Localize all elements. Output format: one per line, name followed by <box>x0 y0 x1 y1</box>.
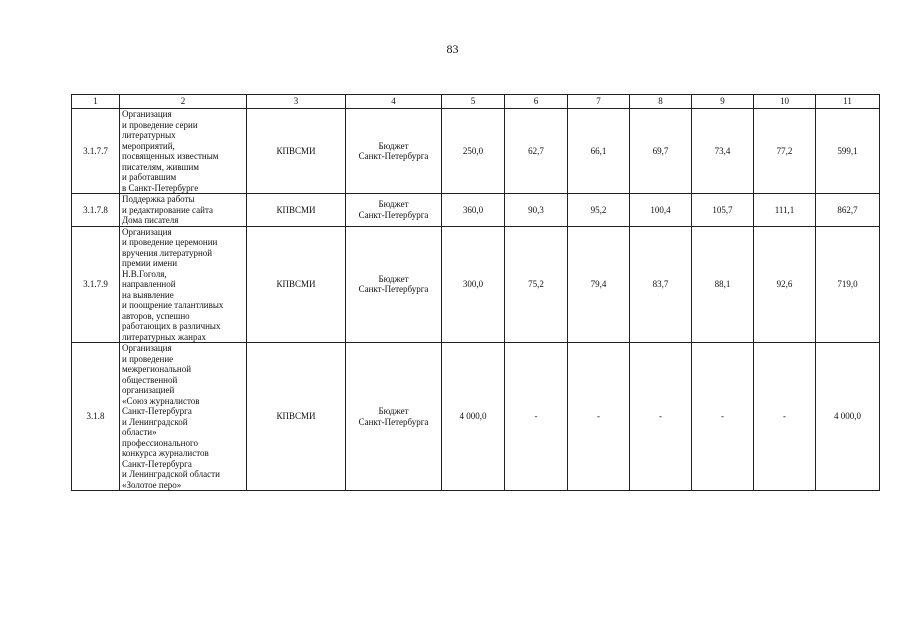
value-cell: 4 000,0 <box>816 343 880 491</box>
funding-source-cell <box>346 226 442 343</box>
executor-cell: КПВСМИ <box>247 194 346 227</box>
value-cell: 250,0 <box>442 109 505 194</box>
text-line: Бюджет <box>378 273 409 284</box>
item-name-cell <box>120 343 247 491</box>
value-cell: 90,3 <box>505 194 568 227</box>
column-header: 9 <box>692 95 754 109</box>
text-line: литературных <box>122 130 176 140</box>
value-cell: 75,2 <box>505 226 568 343</box>
item-code-cell: 3.1.8 <box>72 343 120 491</box>
text-line: Организация <box>122 226 172 237</box>
value-cell: 62,7 <box>505 109 568 194</box>
item-name-cell <box>120 194 247 227</box>
table-row <box>72 226 880 343</box>
text-line: и работавшим <box>122 172 177 182</box>
item-code-cell: 3.1.7.9 <box>72 226 120 343</box>
funding-source-cell <box>346 343 442 491</box>
text-line: и проведение серии <box>122 119 198 130</box>
text-line: и поощрение талантливых <box>122 300 224 310</box>
text-line: Санкт-Петербурга <box>358 416 429 427</box>
table-row <box>72 109 880 194</box>
column-header: 7 <box>568 95 630 109</box>
text-line: и Ленинградской области <box>122 469 220 479</box>
value-cell: 88,1 <box>692 226 754 343</box>
executor-cell: КПВСМИ <box>247 109 346 194</box>
executor-cell: КПВСМИ <box>247 343 346 491</box>
text-line: профессионального <box>122 437 198 448</box>
column-header: 11 <box>816 95 880 109</box>
text-line: Н.В.Гоголя, <box>122 268 167 279</box>
value-cell: 69,7 <box>630 109 692 194</box>
table-header-row <box>72 95 880 109</box>
value-cell: - <box>568 343 630 491</box>
column-header: 2 <box>120 95 247 109</box>
text-line: Поддержка работы <box>122 194 195 204</box>
value-cell: - <box>630 343 692 491</box>
value-cell: 66,1 <box>568 109 630 194</box>
column-header: 4 <box>346 95 442 109</box>
text-line: «Союз журналистов <box>122 395 200 406</box>
value-cell: 77,2 <box>754 109 816 194</box>
funding-source-cell <box>346 194 442 227</box>
column-header: 10 <box>754 95 816 109</box>
column-header: 3 <box>247 95 346 109</box>
value-cell: 360,0 <box>442 194 505 227</box>
text-line: на выявление <box>122 289 174 300</box>
table-row <box>72 194 880 227</box>
text-line: Дома писателя <box>122 215 179 225</box>
value-cell: 92,6 <box>754 226 816 343</box>
funding-source-cell <box>346 109 442 194</box>
text-line: межрегиональной <box>122 364 192 374</box>
value-cell: 300,0 <box>442 226 505 343</box>
text-line: конкурса журналистов <box>122 448 209 458</box>
text-line: Бюджет <box>378 140 409 151</box>
text-line: и Ленинградской <box>122 416 188 427</box>
value-cell: 95,2 <box>568 194 630 227</box>
text-line: и редактирование сайта <box>122 204 213 215</box>
page-number: 83 <box>446 42 459 56</box>
value-cell: 111,1 <box>754 194 816 227</box>
column-header: 1 <box>72 95 120 109</box>
table-row <box>72 343 880 491</box>
text-line: общественной <box>122 374 178 385</box>
value-cell: - <box>754 343 816 491</box>
text-line: авторов, успешно <box>122 310 190 321</box>
text-line: Санкт-Петербурга <box>358 209 429 220</box>
text-line: писателям, жившим <box>122 161 199 172</box>
column-header: 8 <box>630 95 692 109</box>
text-line: Санкт-Петербурга <box>358 151 429 161</box>
executor-cell: КПВСМИ <box>247 226 346 343</box>
text-line: вручения литературной <box>122 247 213 258</box>
value-cell: 862,7 <box>816 194 880 227</box>
text-line: посвященных известным <box>122 151 219 161</box>
item-code-cell: 3.1.7.8 <box>72 194 120 227</box>
value-cell: 83,7 <box>630 226 692 343</box>
text-line: Санкт-Петербурга <box>358 284 429 295</box>
value-cell: 719,0 <box>816 226 880 343</box>
value-cell: - <box>692 343 754 491</box>
item-name-cell <box>120 109 247 194</box>
text-line: «Золотое перо» <box>122 479 182 490</box>
text-line: премии имени <box>122 258 178 268</box>
column-header: 5 <box>442 95 505 109</box>
text-line: Санкт-Петербурга <box>122 458 192 469</box>
text-line: в Санкт-Петербурге <box>122 182 199 193</box>
text-line: Санкт-Петербурга <box>122 406 192 416</box>
value-cell: - <box>505 343 568 491</box>
text-line: Организация <box>122 109 172 119</box>
text-line: и проведение церемонии <box>122 237 218 247</box>
text-line: литературных жанрах <box>122 331 206 342</box>
value-cell: 105,7 <box>692 194 754 227</box>
text-line: области» <box>122 427 157 437</box>
value-cell: 599,1 <box>816 109 880 194</box>
value-cell: 79,4 <box>568 226 630 343</box>
text-line: организацией <box>122 385 175 395</box>
text-line: и проведение <box>122 353 174 364</box>
item-code-cell: 3.1.7.7 <box>72 109 120 194</box>
program-budget-table <box>71 94 880 491</box>
value-cell: 100,4 <box>630 194 692 227</box>
text-line: работающих в различных <box>122 321 221 331</box>
text-line: мероприятий, <box>122 140 175 151</box>
item-name-cell <box>120 226 247 343</box>
text-line: Организация <box>122 343 172 353</box>
value-cell: 4 000,0 <box>442 343 505 491</box>
value-cell: 73,4 <box>692 109 754 194</box>
column-header: 6 <box>505 95 568 109</box>
text-line: Бюджет <box>378 406 409 416</box>
text-line: Бюджет <box>378 199 409 210</box>
text-line: направленной <box>122 279 176 289</box>
